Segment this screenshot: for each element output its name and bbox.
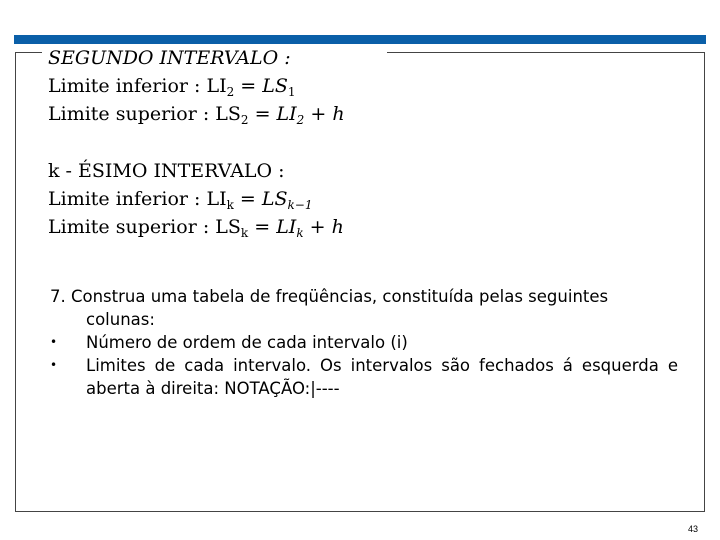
step-line-1: 7. Construa uma tabela de freqüências, constituída pelas seguintes xyxy=(50,287,609,306)
lower-label: Limite inferior : LI xyxy=(48,75,227,97)
second-interval-title-text: SEGUNDO INTERVALO : xyxy=(48,47,291,69)
lower-sub: 2 xyxy=(226,85,235,99)
second-interval-lower-formula xyxy=(48,75,296,97)
kth-title-prefix: k - xyxy=(48,160,79,182)
equals-sign: = xyxy=(248,103,277,125)
upper-sub: k xyxy=(240,226,249,240)
kth-interval-upper-formula xyxy=(48,216,344,238)
plus-sign: + xyxy=(304,103,333,125)
upper-sub: 2 xyxy=(240,113,249,127)
equals-sign: = xyxy=(248,216,277,238)
bullet-glyph: • xyxy=(50,335,58,349)
lower-rhs: LS xyxy=(261,188,288,210)
top-accent-bar xyxy=(14,35,706,44)
bullet-glyph: • xyxy=(50,358,58,372)
kth-interval-title xyxy=(48,160,285,182)
step-seven-text xyxy=(50,285,678,400)
upper-rhs: LI xyxy=(276,103,297,125)
bullet-item xyxy=(50,331,678,354)
upper-rhs-sub: 2 xyxy=(296,113,305,127)
equals-sign: = xyxy=(234,75,263,97)
bullet-text: Limites de cada intervalo. Os intervalos são fechados á esquerda e aberta à direita: NOTAÇÃO:|---- xyxy=(86,356,678,398)
second-interval-upper-formula xyxy=(48,103,345,125)
kth-interval-lower-formula xyxy=(48,188,312,210)
h-variable: h xyxy=(332,103,345,125)
h-variable: h xyxy=(331,216,344,238)
equals-sign: = xyxy=(233,188,262,210)
lower-rhs-sub: k−1 xyxy=(287,198,313,212)
upper-label: Limite superior : LS xyxy=(48,216,241,238)
upper-label: Limite superior : LS xyxy=(48,103,241,125)
second-interval-title xyxy=(48,47,291,69)
kth-title-text: ÉSIMO INTERVALO : xyxy=(78,160,285,182)
step-line-2: colunas: xyxy=(86,310,155,329)
upper-rhs: LI xyxy=(276,216,297,238)
bullet-item xyxy=(50,354,678,400)
plus-sign: + xyxy=(303,216,332,238)
lower-label: Limite inferior : LI xyxy=(48,188,227,210)
lower-rhs: LS xyxy=(262,75,288,97)
bullet-text: Número de ordem de cada intervalo (i) xyxy=(86,333,408,352)
page-number: 43 xyxy=(687,524,698,534)
upper-rhs-sub: k xyxy=(296,226,304,240)
lower-sub: k xyxy=(226,198,234,212)
lower-rhs-sub: 1 xyxy=(287,85,296,99)
